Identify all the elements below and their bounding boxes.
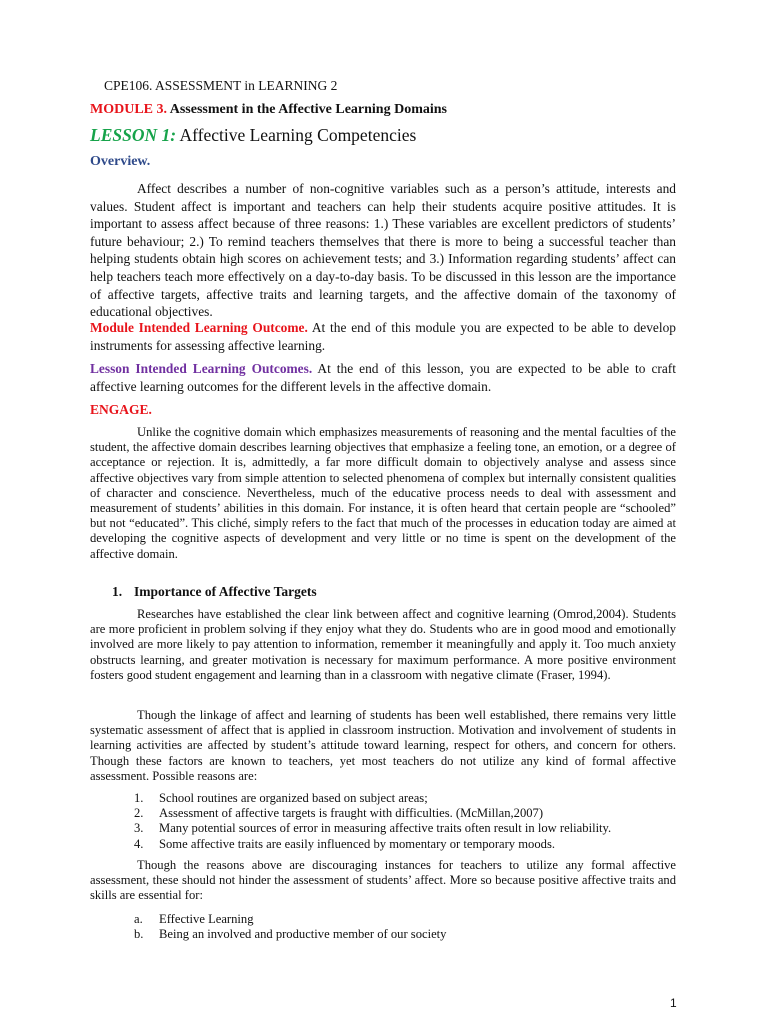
list-item: 2. Assessment of affective targets is fraught with difficulties. (McMillan,2007) (134, 806, 544, 821)
module-outcome-text: At the end of this module you are expected to be able to develop instruments for assessing affective learning. (90, 320, 676, 353)
overview-heading: Overview. (90, 154, 151, 169)
lesson-number: LESSON 1: (90, 125, 177, 145)
section-number: 1. (112, 584, 123, 599)
section-title: Importance of Affective Targets (134, 584, 317, 599)
section-paragraph-1: Researches have established the clear link between affect and cognitive learning (Omrod,2004). Students are more proficient in problem solving if they enjoy what they do. Students who are in good mood and emotionally involved are more likely to pay attention to information, remember it meaningfully and apply it. Too much anxiety obstructs learning, and greater motivation is necessary for maximum performance. A more positive environment fosters good student engagement and learning than in a classroom with negative climate (Fraser, 1994). (90, 607, 676, 682)
module-number: MODULE 3. (90, 102, 167, 117)
overview-paragraph: Affect describes a number of non-cognitive variables such as a person’s attitude, interests and values. Student affect is important and teachers can help their students acquire positive attitudes. It is important to assess affect because of three reasons: 1.) These variables are excellent predictors of students’ future behaviour; 2.) To remind teachers themselves that there is more to being a successful teacher than helping students obtain high scores on achievement tests; and 3.) Information regarding students’ affect can help teachers teach more effectively on a day-to-day basis. To be discussed in this lesson are the importance of affective targets, affective traits and learning targets, and the affective domain of the taxonomy of educational objectives. (90, 181, 676, 320)
module-outcome-paragraph (90, 319, 676, 354)
lesson-outcome-paragraph (90, 360, 676, 395)
section-paragraph-2: Though the linkage of affect and learning of students has been well established, there remains very little systematic assessment of affect that is applied in classroom instruction. Motivation and involvement of students in learning activities are affected by student’s attitude toward learning, respect for others, and concern for others. Though these factors are known to teachers, yet most teachers do not utilize any kind of formal affective assessment. Possible reasons are: (90, 708, 676, 783)
lesson-heading (90, 125, 416, 146)
list-item: a. Effective Learning (134, 912, 254, 926)
module-heading (90, 102, 447, 118)
module-title: Assessment in the Affective Learning Domains (169, 102, 447, 117)
page-number: 1 (670, 996, 677, 1010)
engage-heading: ENGAGE. (90, 402, 152, 417)
reasons-list (134, 791, 611, 852)
course-title: CPE106. ASSESSMENT in LEARNING 2 (104, 78, 338, 93)
essentials-list (134, 912, 446, 942)
lesson-outcome-text: At the end of this lesson, you are expected to be able to craft affective learning outcomes for the different levels in the affective domain. (90, 361, 676, 394)
section-heading (112, 584, 317, 600)
list-item: 3. Many potential sources of error in measuring affective traits often result in low reliability. (134, 821, 612, 836)
list-item: b. Being an involved and productive member of our society (134, 927, 447, 942)
engage-paragraph: Unlike the cognitive domain which emphasizes measurements of reasoning and the mental faculties of the student, the affective domain describes learning objectives that emphasize a feeling tone, an emotion, or a degree of acceptance or rejection. It is, admittedly, a far more difficult domain to objectively analyse and assess since affective objectives vary from simple attention to selected phenomena of complex but internally consistent qualities of character and conscience. Nevertheless, much of the educative process needs to deal with assessment and measurement of students’ abilities in this domain. For instance, it is often heard that certain people are “schooled” but not “educated”. This cliché, simply refers to the fact that much of the processes in education today are aimed at developing the cognitive aspects of development and very little or no time is spent on the development of the affective domain. (90, 425, 676, 561)
list-item: 1. School routines are organized based on subject areas; (134, 791, 428, 805)
lesson-title: Affective Learning Competencies (179, 125, 417, 145)
section-paragraph-3: Though the reasons above are discouraging instances for teachers to utilize any formal affective assessment, these should not hinder the assessment of students’ affect. More so because positive affective traits and skills are essential for: (90, 858, 676, 903)
lesson-outcome-label: Lesson Intended Learning Outcomes. (90, 361, 313, 376)
list-item: 4. Some affective traits are easily influenced by momentary or temporary moods. (134, 836, 555, 851)
module-outcome-label: Module Intended Learning Outcome. (90, 320, 308, 335)
